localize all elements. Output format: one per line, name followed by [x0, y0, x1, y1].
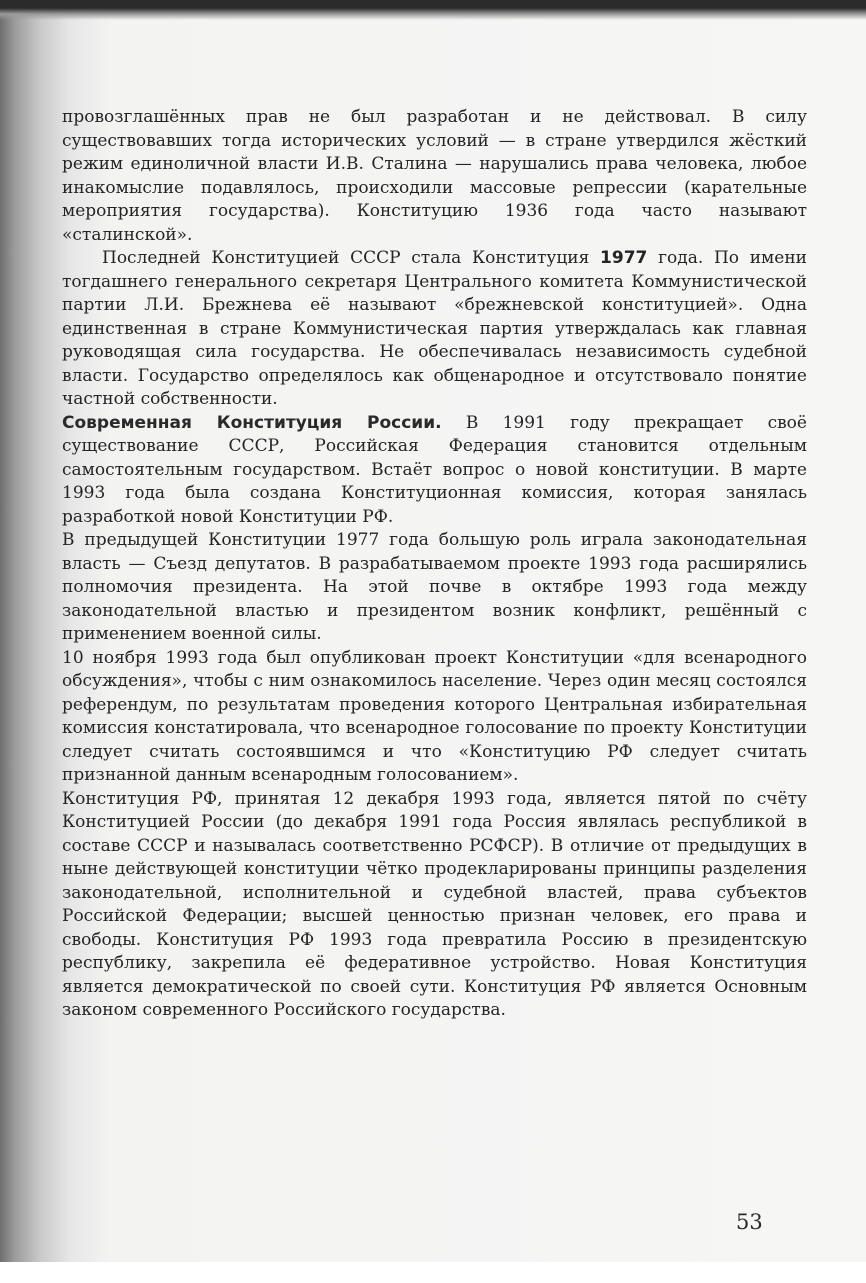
paragraph-text: провозглашённых прав не был разработан и не действовал. В силу существовавших тогда исторических условий — в стране утвердился жёсткий режим единоличной власти И.В. Сталина — нарушались права человека, любое инакомыслие подавлялось, происходили массовые репрессии (карательные мероприятия государства). Конституцию 1936 года часто называют «сталинской».: [62, 107, 807, 245]
paragraph-1977-constitution: [62, 247, 807, 412]
paragraph-continuation: [62, 106, 807, 247]
section-heading: Современная Конституция России.: [62, 412, 442, 433]
paragraph-text: В предыдущей Конституции 1977 года большую роль играла законодательная власть — Съезд депутатов. В разрабатываемом проекте 1993 года расширялись полномочия президента. На этой почве в октябре 1993 года между законодательной властью и президентом возник конфликт, решённый с применением военной силы.: [62, 530, 807, 644]
scan-top-edge: [0, 0, 866, 20]
paragraph-previous-constitution: [62, 529, 807, 647]
paragraph-text: Последней Конституцией СССР стала Конституция: [102, 248, 601, 268]
scan-bottom-edge: [0, 1262, 866, 1283]
paragraph-referendum: [62, 647, 807, 788]
paragraph-text: года. По имени тогдашнего генерального секретаря Центрального комитета Коммунистической партии Л.И. Брежнева её называют «брежневской конституцией». Одна единственная в стране Коммунистическая партия утверждалась как главная руководящая сила государства. Не обеспечивалась независимость судебной власти. Государство определялось как общенародное и отсутствовало понятие частной собственности.: [62, 248, 807, 409]
paragraph-text: Конституция РФ, принятая 12 декабря 1993 года, является пятой по счёту Конституцией России (до декабря 1991 года Россия являлась республикой в составе СССР и называлась соответственно РСФСР). В отличие от предыдущих в ныне действующей конституции чётко продекларированы принципы разделения законодательной, исполнительной и судебной властей, права субъектов Российской Федерации; высшей ценностью признан человек, его права и свободы. Конституция РФ 1993 года превратила Россию в президентскую республику, закрепила её федеративное устройство. Новая Конституция является демократической по своей сути. Конституция РФ является Основным законом современного Российского государства.: [62, 788, 807, 1020]
page-body: [62, 106, 807, 1023]
paragraph-current-constitution: [62, 788, 807, 1023]
paragraph-text: 10 ноября 1993 года был опубликован проект Конституции «для всенародного обсуждения», чтобы с ним ознакомилось население. Через один месяц состоялся референдум, по результатам проведения которого Центральная избирательная комиссия констатировала, что всенародное голосование по проекту Конституции следует считать состоявшимся и что «Конституцию РФ следует считать признанной данным всенародным голосованием».: [62, 647, 807, 785]
paragraph-modern-constitution: [62, 412, 807, 530]
page-number: 53: [736, 1210, 763, 1234]
paragraph-text: В 1991 году прекращает своё существование СССР, Российская Федерация становится отдельным самостоятельным государством. Встаёт вопрос о новой конституции. В марте 1993 года была создана Конституционная комиссия, которая занялась разработкой новой Конституции РФ.: [62, 412, 807, 527]
emphasized-year: 1977: [600, 248, 648, 268]
